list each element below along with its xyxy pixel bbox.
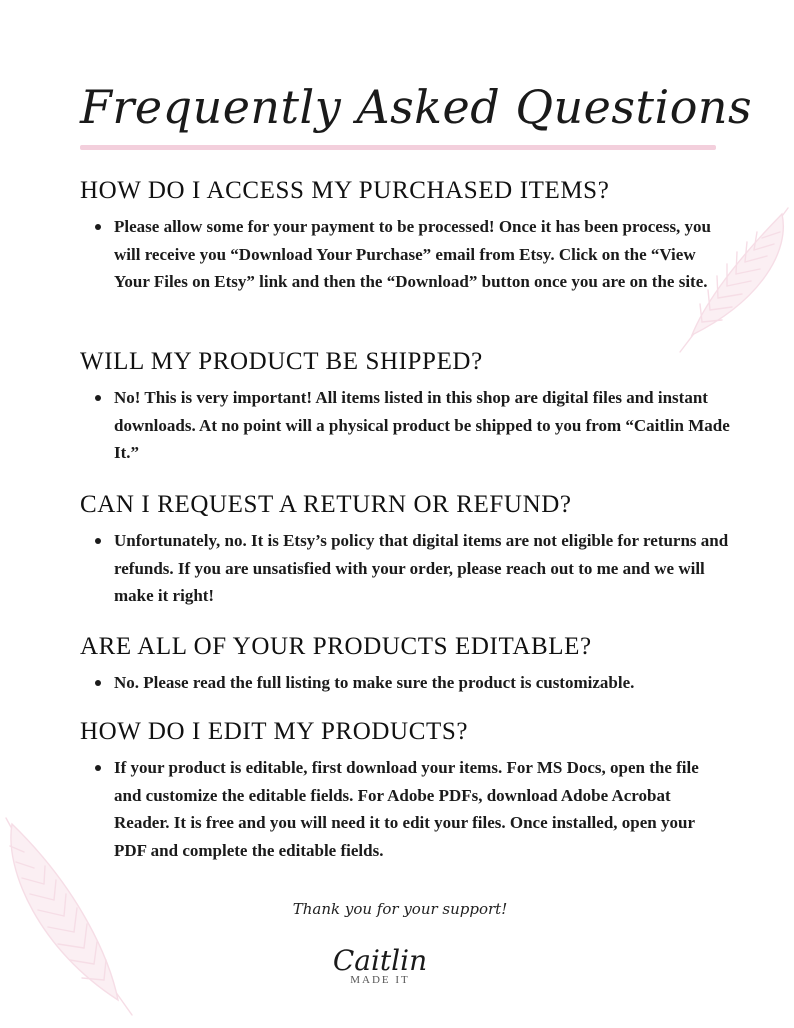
faq-item bbox=[80, 346, 730, 467]
faq-item bbox=[80, 489, 730, 610]
logo-subtitle: MADE IT bbox=[350, 974, 410, 986]
faq-question: HOW DO I EDIT MY PRODUCTS? bbox=[80, 718, 469, 745]
faq-answer-list bbox=[80, 384, 730, 467]
title-divider bbox=[80, 145, 716, 150]
faq-question: HOW DO I ACCESS MY PURCHASED ITEMS? bbox=[80, 177, 610, 204]
faq-answer-list bbox=[80, 669, 730, 697]
page-title: Frequently Asked Questions bbox=[80, 80, 753, 134]
brand-logo bbox=[320, 944, 440, 986]
faq-item bbox=[80, 716, 730, 864]
faq-question: ARE ALL OF YOUR PRODUCTS EDITABLE? bbox=[80, 633, 592, 660]
faq-answer-text: If your product is editable, first download your items. For MS Docs, open the file and customize the editable fields. For Adobe PDFs, download Adobe Acrobat Reader. It is free and you will need it to edit your files. Once installed, open your PDF and complete the editable fields. bbox=[114, 758, 699, 860]
bullet-icon bbox=[95, 680, 101, 686]
bullet-icon bbox=[95, 395, 101, 401]
bullet-icon bbox=[95, 765, 101, 771]
bullet-icon bbox=[95, 224, 101, 230]
faq-item bbox=[80, 631, 730, 697]
bullet-icon bbox=[95, 538, 101, 544]
faq-answer-text: No! This is very important! All items listed in this shop are digital files and instant downloads. At no point will a physical product be shipped to you from “Caitlin Made It.” bbox=[114, 388, 730, 462]
faq-answer-list bbox=[80, 527, 730, 610]
faq-answer bbox=[80, 669, 730, 697]
faq-answer bbox=[80, 527, 730, 610]
faq-answer bbox=[80, 213, 730, 296]
faq-answer-text: Please allow some for your payment to be processed! Once it has been process, you will receive you “Download Your Purchase” email from Etsy. Click on the “View Your Files on Etsy” link and then the “Download” button once you are on the site. bbox=[114, 217, 712, 291]
faq-answer-list bbox=[80, 754, 730, 864]
faq-answer-text: Unfortunately, no. It is Etsy’s policy that digital items are not eligible for returns and refunds. If you are unsatisfied with your order, please reach out to me and we will make it right! bbox=[114, 531, 729, 605]
logo-name: Caitlin bbox=[332, 944, 428, 977]
faq-answer-text: No. Please read the full listing to make sure the product is customizable. bbox=[114, 673, 635, 692]
faq-question: CAN I REQUEST A RETURN OR REFUND? bbox=[80, 491, 572, 518]
faq-question: WILL MY PRODUCT BE SHIPPED? bbox=[80, 348, 483, 375]
thank-you-note: Thank you for your support! bbox=[292, 900, 508, 918]
faq-answer-list bbox=[80, 213, 730, 296]
faq-answer bbox=[80, 384, 730, 467]
faq-answer bbox=[80, 754, 730, 864]
faq-item bbox=[80, 175, 730, 296]
